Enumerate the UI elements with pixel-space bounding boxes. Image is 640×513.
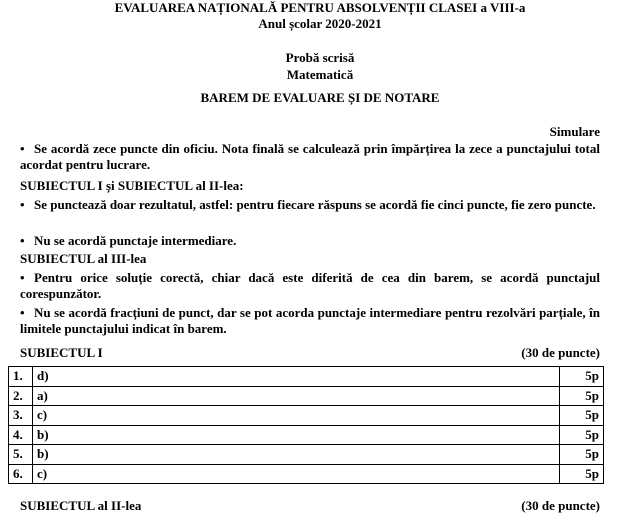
answer-cell: b): [33, 445, 560, 465]
bullet-icon: •: [20, 305, 25, 320]
test-type: Probă scrisă: [285, 50, 355, 65]
answer-cell: c): [33, 464, 560, 484]
bullet-icon: •: [20, 141, 25, 156]
instruction-text: Nu se acordă fracțiuni de punct, dar se pot acorda punctaje intermediare pentru rezolvări parțiale, în limitele punctajului indicat în barem.: [20, 305, 600, 336]
question-number: 1.: [9, 367, 33, 387]
instruction-text: Se punctează doar rezultatul, astfel: pentru fiecare răspuns se acordă fie cinci puncte, fie zero puncte.: [34, 197, 596, 212]
instruction-text: Pentru orice soluție corectă, chiar dacă este diferită de cea din barem, se acordă punctajul corespunzător.: [20, 270, 600, 301]
document-title: BAREM DE EVALUARE ȘI DE NOTARE: [200, 90, 440, 105]
instruction-item: [20, 233, 600, 249]
table-row: [9, 445, 604, 465]
table-row: [9, 406, 604, 426]
section-1-2-heading: SUBIECTUL I și SUBIECTUL al II-lea:: [20, 178, 244, 193]
score-cell: 5p: [560, 406, 604, 426]
section-3-heading: SUBIECTUL al III-lea: [20, 251, 147, 266]
table-row: [9, 425, 604, 445]
answer-cell: c): [33, 406, 560, 426]
subject-2-title: SUBIECTUL al II-lea: [20, 498, 142, 513]
question-number: 6.: [9, 464, 33, 484]
answer-cell: b): [33, 425, 560, 445]
score-cell: 5p: [560, 445, 604, 465]
answer-cell: d): [33, 367, 560, 387]
general-instruction-text: Se acordă zece puncte din oficiu. Nota finală se calculează prin împărțirea la zece a punctajului total acordat pentru lucrare.: [20, 141, 600, 172]
subject-2-points: (30 de puncte): [521, 498, 600, 513]
school-year: Anul școlar 2020-2021: [258, 16, 382, 31]
variant-label: Simulare: [549, 124, 600, 139]
bullet-icon: •: [20, 197, 25, 212]
question-number: 4.: [9, 425, 33, 445]
table-row: [9, 367, 604, 387]
bullet-icon: •: [20, 233, 25, 248]
table-row: [9, 464, 604, 484]
question-number: 5.: [9, 445, 33, 465]
instruction-item: [20, 305, 600, 336]
general-instruction: [20, 141, 600, 172]
exam-title: EVALUAREA NAȚIONALĂ PENTRU ABSOLVENȚII CLASEI a VIII-a: [114, 0, 526, 15]
subject-name: Matematică: [286, 67, 354, 82]
instruction-item: [20, 197, 600, 213]
instruction-text: Nu se acordă punctaje intermediare.: [34, 233, 237, 248]
score-cell: 5p: [560, 425, 604, 445]
question-number: 3.: [9, 406, 33, 426]
instruction-item: [20, 270, 600, 301]
answer-table: [8, 366, 604, 484]
score-cell: 5p: [560, 367, 604, 387]
subject-1-title: SUBIECTUL I: [20, 345, 103, 360]
answer-cell: a): [33, 386, 560, 406]
score-cell: 5p: [560, 386, 604, 406]
question-number: 2.: [9, 386, 33, 406]
subject-1-points: (30 de puncte): [521, 345, 600, 360]
bullet-icon: •: [20, 270, 25, 285]
score-cell: 5p: [560, 464, 604, 484]
table-row: [9, 386, 604, 406]
